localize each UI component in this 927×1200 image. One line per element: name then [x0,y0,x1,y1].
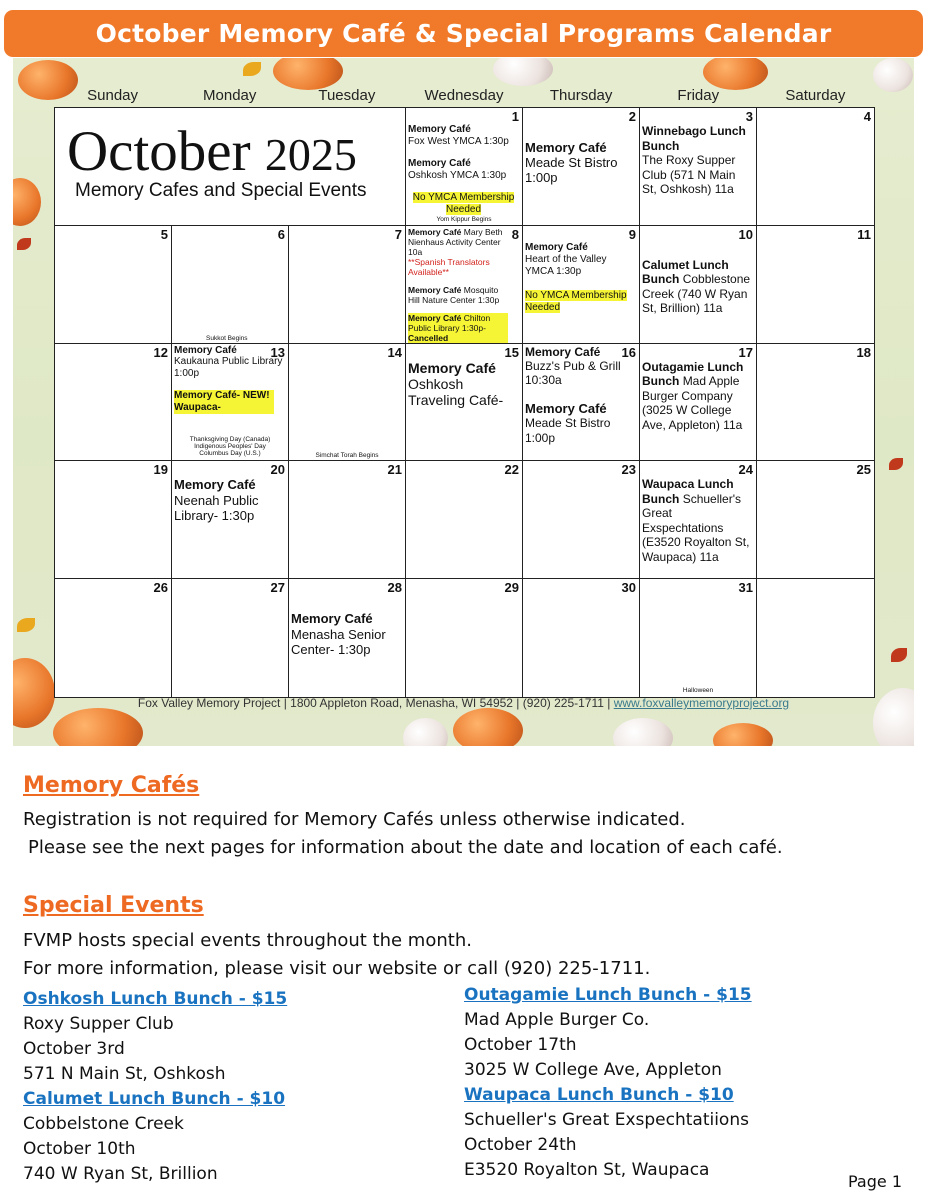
event-detail: Neenah Public Library- 1:30p [174,492,259,524]
month-title [67,122,357,185]
day-number: 20 [270,462,285,478]
day-number: 7 [394,226,402,242]
event-detail: Oshkosh YMCA 1:30p [408,170,507,181]
footer-address: Fox Valley Memory Project | 1800 Appleton Road, Menasha, WI 54952 | (920) 225-1711 | [137,696,614,710]
calendar-cell-oct-2 [523,108,640,226]
event-date: October 17th [464,1035,577,1055]
day-number: 23 [621,462,636,478]
pumpkin-decoration [453,708,523,746]
leaf-decoration [891,648,907,662]
cancelled-note: Cancelled [408,332,449,343]
event-detail: Cobblestone Creek (740 W Ryan St, Brillion) 11a [642,272,751,316]
event-venue: Schueller's Great Exspechtatiions [464,1110,749,1130]
event-link-outagamie[interactable]: Outagamie Lunch Bunch - $15 [464,985,752,1005]
membership-note: No YMCA Membership Needed [412,192,515,215]
event-title: Memory Café [291,611,373,627]
calendar-cell-oct-8 [406,226,523,344]
event-venue: Roxy Supper Club [23,1014,174,1034]
pumpkin-decoration [493,58,553,86]
page-number: Page 1 [848,1172,902,1191]
pumpkin-decoration [713,723,773,746]
leaf-decoration [889,458,903,470]
event-title: Memory Café [174,344,237,356]
event-link-oshkosh[interactable]: Oshkosh Lunch Bunch - $15 [23,989,288,1009]
calendar-cell-oct-21 [289,461,406,579]
event-detail: Kaukauna Public Library 1:00p [174,355,283,379]
holiday-note: Halloween [682,687,714,695]
day-number: 18 [856,344,871,360]
special-events-text-1: FVMP hosts special events throughout the month. [23,930,472,951]
calendar-footer [13,696,914,710]
calendar-cell-oct-18 [757,344,874,462]
event-detail: Mosquito Hill Nature Center 1:30p [408,284,500,305]
event-detail: Meade St Bistro 1:00p [525,416,611,445]
weekday-label: Thursday [549,87,613,104]
events-left-column [23,987,287,1187]
membership-note: No YMCA Membership Needed [525,289,627,313]
calendar-cell-oct-4 [757,108,874,226]
holiday-note: Sukkot Begins [206,334,248,342]
leaf-decoration [17,618,35,632]
calendar-cell-oct-17 [640,344,757,462]
pumpkin-decoration [13,178,41,226]
weekday-label: Saturday [785,87,846,104]
day-number: 6 [277,226,285,242]
holiday-note: Indigenous Peoples' Day [194,442,266,450]
calendar-cell-oct-13 [172,344,289,462]
calendar-cell [757,579,874,697]
event-title: Memory Café [174,477,256,493]
pumpkin-decoration [613,718,673,746]
event-venue: Cobbelstone Creek [23,1114,184,1134]
day-number: 2 [628,109,636,124]
month-subtitle: Memory Cafes and Special Events [75,180,367,201]
calendar-cell-oct-31 [640,579,757,697]
month-year: 2025 [264,129,357,180]
memory-cafes-text-1: Registration is not required for Memory Cafés unless otherwise indicated. [23,809,686,830]
event-date: October 24th [464,1135,577,1155]
calendar-cell-oct-9 [523,226,640,344]
event-detail: The Roxy Supper Club (571 N Main St, Oshkosh) 11a [642,153,736,196]
day-number: 9 [628,226,636,242]
event-date: October 10th [23,1139,136,1159]
event-title: Memory Café [525,241,588,253]
day-number: 10 [738,226,753,242]
weekday-label: Sunday [87,87,138,104]
event-title: Memory Café [408,158,471,169]
calendar-cell-oct-10 [640,226,757,344]
holiday-note: Simchat Torah Begins [315,451,379,459]
event-title: Memory Café [525,344,601,359]
day-number: 5 [160,226,168,242]
day-number: 24 [738,462,753,478]
event-title: Calumet Lunch Bunch [642,257,729,287]
day-number: 27 [270,580,285,596]
event-title: Memory Café [408,124,471,135]
day-number: 12 [153,344,168,360]
event-title: Memory Café [525,140,607,155]
pumpkin-decoration [403,718,448,746]
event-detail: Schueller's Great Exspechtations (E3520 Royalton St, Waupaca) 11a [642,491,750,564]
day-number: 21 [387,462,402,478]
event-detail: Meade St Bistro 1:00p [525,155,618,185]
calendar-cell-oct-11 [757,226,874,344]
event-detail: Oshkosh Traveling Café- [408,375,504,408]
calendar-cell-oct-5 [55,226,172,344]
day-number: 1 [511,109,519,124]
weekday-label: Tuesday [318,87,376,104]
new-cafe-note: Memory Café- NEW! Waupaca- [174,390,274,414]
pumpkin-decoration [273,58,343,90]
calendar-cell-oct-25 [757,461,874,579]
weekday-header [54,87,874,107]
calendar-cell-oct-6 [172,226,289,344]
day-number: 16 [621,344,636,360]
event-address: E3520 Royalton St, Waupaca [464,1160,710,1180]
day-number: 11 [857,226,871,242]
special-events-text-2: For more information, please visit our website or call (920) 225-1711. [23,958,651,979]
calendar-area [13,58,914,746]
day-number: 4 [863,109,871,124]
memory-cafes-text-2: Please see the next pages for information about the date and location of each café. [28,837,783,858]
day-number: 3 [745,109,753,124]
events-right-column [464,983,752,1183]
holiday-note: Yom Kippur Begins [436,216,492,223]
calendar-cell-oct-16 [523,344,640,462]
weekday-label: Friday [677,87,720,104]
event-title: Outagamie Lunch Bunch [642,359,744,389]
event-title: Waupaca Lunch Bunch [642,477,734,506]
day-number: 22 [504,462,519,478]
event-title: Memory Café [525,400,607,416]
event-detail: Mary Beth Nienhaus Activity Center 10a [408,226,503,257]
calendar-cell-oct-23 [523,461,640,579]
event-detail: Heart of the Valley YMCA 1:30p [525,253,607,277]
weekday-label: Wednesday [424,87,504,104]
pumpkin-decoration [703,58,768,90]
pumpkin-decoration [13,658,55,728]
event-title: Memory Café [408,359,496,376]
calendar-grid [54,107,875,698]
calendar-cell-oct-1 [406,108,523,226]
website-link[interactable]: www.foxvalleymemoryproject.org [613,696,790,710]
calendar-cell-oct-19 [55,461,172,579]
calendar-cell-oct-26 [55,579,172,697]
day-number: 25 [856,462,871,478]
calendar-cell-oct-14 [289,344,406,462]
memory-cafes-heading: Memory Cafés [23,773,200,798]
calendar-cell-oct-12 [55,344,172,462]
day-number: 31 [738,580,753,596]
calendar-cell-oct-15 [406,344,523,462]
calendar-cell-oct-3 [640,108,757,226]
day-number: 14 [387,344,402,360]
calendar-banner [4,10,923,57]
day-number: 30 [621,580,636,596]
event-detail: Fox West YMCA 1:30p [408,136,509,147]
calendar-cell-oct-29 [406,579,523,697]
event-address: 740 W Ryan St, Brillion [23,1164,218,1184]
event-address: 3025 W College Ave, Appleton [464,1060,722,1080]
day-number: 15 [504,344,519,360]
weekday-label: Monday [203,87,257,104]
leaf-decoration [243,62,261,76]
event-title: Winnebago Lunch Bunch [642,124,746,153]
event-address: 571 N Main St, Oshkosh [23,1064,226,1084]
event-date: October 3rd [23,1039,125,1059]
month-title-block [55,108,406,226]
calendar-cell-oct-24 [640,461,757,579]
event-detail: Mad Apple Burger Company (3025 W College Ave, Appleton) 11a [642,374,743,432]
holiday-note: Columbus Day (U.S.) [199,449,261,457]
event-venue: Mad Apple Burger Co. [464,1010,650,1030]
calendar-cell-oct-20 [172,461,289,579]
holiday-note: Thanksgiving Day (Canada) [189,435,271,443]
day-number: 19 [153,462,168,478]
event-detail: Menasha Senior Center- 1:30p [291,626,386,658]
special-events-heading: Special Events [23,893,204,918]
event-detail: Buzz's Pub & Grill 10:30a [525,358,621,388]
day-number: 29 [504,580,519,596]
calendar-cell-oct-22 [406,461,523,579]
calendar-cell-oct-30 [523,579,640,697]
day-number: 28 [387,580,402,596]
event-title: Memory Café [408,226,462,237]
pumpkin-decoration [873,58,913,92]
event-title: Memory Café [408,284,462,295]
day-number: 8 [511,226,519,242]
event-title: Memory Café [408,312,462,323]
event-link-calumet[interactable]: Calumet Lunch Bunch - $10 [23,1089,286,1109]
calendar-cell-oct-27 [172,579,289,697]
calendar-cell-oct-28 [289,579,406,697]
calendar-cell-oct-7 [289,226,406,344]
leaf-decoration [17,238,31,250]
event-link-waupaca[interactable]: Waupaca Lunch Bunch - $10 [464,1085,734,1105]
event-detail: Chilton Public Library 1:30p- [408,312,491,333]
day-number: 17 [738,344,753,360]
day-number: 26 [153,580,168,596]
translator-note: **Spanish Translators Available** [408,256,490,277]
day-number: 13 [270,344,285,360]
banner-title: October Memory Café & Special Programs Calendar [95,19,832,48]
month-name: October [67,120,251,183]
pumpkin-decoration [53,708,143,746]
